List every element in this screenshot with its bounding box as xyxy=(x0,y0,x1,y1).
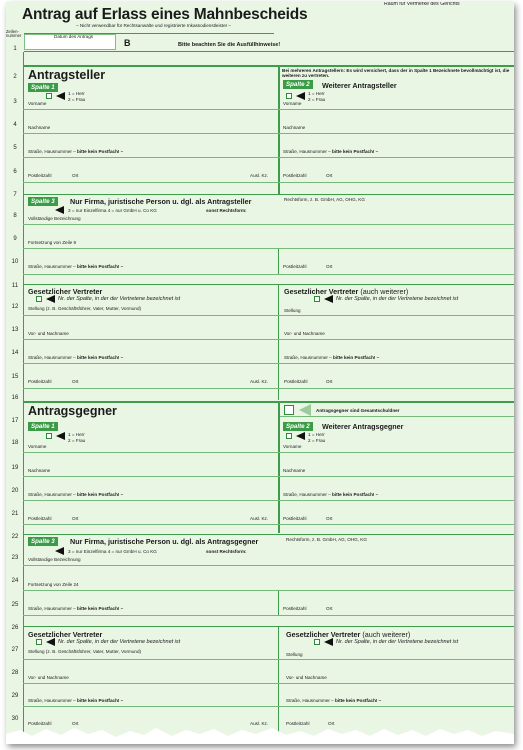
ort-label-6: Ort xyxy=(72,516,79,521)
section-line xyxy=(23,534,514,535)
strasse-label-10 xyxy=(286,699,381,704)
rechtsform-example: Rechtsform, z. B. GmbH, AG, OHG, KG xyxy=(284,197,365,202)
nachname-label: Nachname xyxy=(28,125,51,130)
vollst-label-2: Vollständige Bezeichnung xyxy=(28,557,81,562)
ort-label-9: Ort xyxy=(72,721,79,726)
row-number: 20 xyxy=(11,488,19,494)
row-line xyxy=(23,133,514,134)
vor-nach-label-2: Vor- und Nachname xyxy=(284,331,325,336)
row-number: 6 xyxy=(13,169,17,175)
spalte3-label: Spalte 3 xyxy=(28,197,58,206)
plz-label-8: Postleitzahl xyxy=(283,606,307,611)
row-line xyxy=(23,590,514,591)
herr-frau-label-2: 1 = Herr 2 = Frau xyxy=(308,91,326,102)
plz-label-5: Postleitzahl xyxy=(284,379,308,384)
strasse-text: Straße, Hausnummer – xyxy=(28,492,76,497)
firma-heading: Nur Firma, juristische Person u. dgl. als Antragsteller xyxy=(70,197,252,206)
arrow-left-icon xyxy=(324,638,333,646)
form-title: Antrag auf Erlass eines Mahnbescheids xyxy=(22,6,308,23)
row-number: 13 xyxy=(11,327,19,333)
ausl-label-4: Ausl. Kz. xyxy=(250,721,269,726)
anrede-checkbox-2[interactable] xyxy=(286,93,292,99)
ort-label-2: Ort xyxy=(326,173,333,178)
stellung-label: Stellung (z. B. Geschäftsführer, Vater, Mutter, Vormund) xyxy=(28,306,142,311)
plz-label-2: Postleitzahl xyxy=(283,173,307,178)
row-number: 2 xyxy=(13,74,17,80)
plz-label-6: Postleitzahl xyxy=(28,516,52,521)
spalte1-label: Spalte 1 xyxy=(28,83,58,92)
header-line-bottom xyxy=(24,51,514,52)
strasse-text: Straße, Hausnummer – xyxy=(28,606,76,611)
row-number: 10 xyxy=(11,259,19,265)
anrede-checkbox-3[interactable] xyxy=(46,433,52,439)
box-b-label: B xyxy=(124,38,131,48)
section-line xyxy=(23,65,514,67)
rownum-divider xyxy=(23,52,24,744)
column-divider xyxy=(278,285,279,400)
date-label: Datum des Antrags xyxy=(54,34,94,39)
row-line xyxy=(23,500,514,501)
ort-label-10: Ort xyxy=(328,721,335,726)
nr-spalte-text-3: Nr. der Spalte, in der der Vertretene bezeichnet ist xyxy=(58,639,181,645)
rechtsform-label-2: sonst Rechtsform: xyxy=(206,549,247,554)
header-line xyxy=(24,33,274,34)
column-divider xyxy=(278,67,280,195)
vorname-label: Vorname xyxy=(28,101,47,106)
spalte-nr-checkbox[interactable] xyxy=(36,296,42,302)
applicant-title: Antragsteller xyxy=(28,68,106,82)
kein-postfach-text: bitte kein Postfach! – xyxy=(77,698,124,703)
opponent-title: Antragsgegner xyxy=(28,404,117,418)
nr-spalte-text-4: Nr. der Spalte, in der der Vertretene bezeichnet ist xyxy=(336,639,459,645)
spalte-nr-checkbox-2[interactable] xyxy=(314,296,320,302)
row-number: 19 xyxy=(11,465,19,471)
plz-label-7: Postleitzahl xyxy=(283,516,307,521)
strasse-text: Straße, Hausnummer – xyxy=(28,355,76,360)
arrow-left-icon xyxy=(46,295,55,303)
arrow-left-icon xyxy=(55,547,64,555)
fortsetzung-label: Fortsetzung von Zeile 9 xyxy=(28,240,77,245)
kein-postfach-text: bitte kein Postfach! – xyxy=(77,149,124,154)
row-line xyxy=(23,683,514,684)
gesamtschuldner-label: Antragsgegner sind Gesamtschuldner xyxy=(316,408,400,413)
vollst-label: Vollständige Bezeichnung xyxy=(28,216,81,221)
ges-vertreter-text: Gesetzlicher Vertreter xyxy=(284,287,359,296)
ort-label-4: Ort xyxy=(72,379,79,384)
stellung-label-3: Stellung (z. B. Geschäftsführer, Vater, Mutter, Vormund) xyxy=(28,649,142,654)
strasse-label-9 xyxy=(28,699,123,704)
row-number: 23 xyxy=(11,555,19,561)
row-number: 15 xyxy=(11,374,19,380)
spalte3-label-2: Spalte 3 xyxy=(28,537,58,546)
strasse-label-8 xyxy=(28,607,123,612)
arrow-left-icon xyxy=(55,206,64,214)
row-line xyxy=(23,157,514,158)
anrede-checkbox-4[interactable] xyxy=(286,433,292,439)
herr-frau-label-4: 1 = Herr 2 = Frau xyxy=(308,432,326,443)
firma-options: 3 = nur Einzelfirma 4 = nur GmbH u. Co KG xyxy=(68,208,157,213)
plz-label-4: Postleitzahl xyxy=(28,379,52,384)
row-number: 12 xyxy=(11,304,19,310)
arrow-left-icon xyxy=(324,295,333,303)
kein-postfach-text: bitte kein Postfach! – xyxy=(77,355,124,360)
spalte2-label: Spalte 2 xyxy=(283,80,313,89)
kein-postfach-text: bitte kein Postfach! – xyxy=(332,492,379,497)
vor-nach-label-4: Vor- und Nachname xyxy=(286,675,327,680)
ges-vertreter-heading-4 xyxy=(286,630,410,639)
ges-vertreter-heading-2 xyxy=(284,287,408,296)
column-divider xyxy=(278,591,279,615)
row-line xyxy=(23,615,514,616)
court-note: Raum für Vermerke des Gerichts xyxy=(384,2,460,7)
weiterer-antragsteller: Weiterer Antragsteller xyxy=(322,81,397,90)
strasse-label-3 xyxy=(28,265,123,270)
strasse-label-2 xyxy=(283,150,378,155)
ort-label-5: Ort xyxy=(326,379,333,384)
ausl-label: Ausl. Kz. xyxy=(250,173,269,178)
row-line xyxy=(23,339,514,340)
zeilen-label: Zeilen- nummer xyxy=(6,29,22,39)
row-number: 21 xyxy=(11,511,19,517)
firma-heading-2: Nur Firma, juristische Person u. dgl. als Antragsgegner xyxy=(70,537,259,546)
row-line xyxy=(23,476,514,477)
kein-postfach-text: bitte kein Postfach! – xyxy=(77,492,124,497)
ges-vertreter-heading: Gesetzlicher Vertreter xyxy=(28,287,103,296)
nachname-label-4: Nachname xyxy=(283,468,306,473)
arrow-left-icon xyxy=(56,92,65,100)
form-subtitle: – Nicht verwendbar für Rechtsanwälte und registrierte Inkassodienstleister – xyxy=(76,23,231,28)
kein-postfach-text: bitte kein Postfach! – xyxy=(333,355,380,360)
plz-label: Postleitzahl xyxy=(28,173,52,178)
kein-postfach-text: bitte kein Postfach! – xyxy=(332,149,379,154)
ort-label-7: Ort xyxy=(326,516,333,521)
ort-label-8: Ort xyxy=(326,606,333,611)
spalte-nr-checkbox-4[interactable] xyxy=(314,639,320,645)
strasse-text: Straße, Hausnummer – xyxy=(28,264,76,269)
strasse-text: Straße, Hausnummer – xyxy=(283,492,331,497)
row-number: 3 xyxy=(13,99,17,105)
row-line xyxy=(23,315,514,316)
stellung-label-2: Stellung xyxy=(284,308,301,313)
fortsetzung-label-2: Fortsetzung von Zeile 24 xyxy=(28,582,79,587)
strasse-text: Straße, Hausnummer – xyxy=(283,149,331,154)
row-number: 28 xyxy=(11,670,19,676)
row-line xyxy=(23,248,514,249)
row-number: 16 xyxy=(11,395,19,401)
row-line xyxy=(23,182,514,183)
weiterer-antragsgegner: Weiterer Antragsgegner xyxy=(322,422,404,431)
plz-label-3: Postleitzahl xyxy=(283,264,307,269)
row-line xyxy=(23,706,514,707)
row-line xyxy=(23,274,514,275)
arrow-left-icon xyxy=(296,432,305,440)
row-line xyxy=(23,388,514,389)
row-number: 7 xyxy=(13,192,17,198)
vorname-label-3: Vorname xyxy=(28,444,47,449)
vorname-label-2: Vorname xyxy=(283,101,302,106)
firma-options-2: 3 = nur Einzelfirma 4 = nur GmbH u. Co KG xyxy=(68,549,157,554)
vorname-label-4: Vorname xyxy=(283,444,302,449)
ort-label-3: Ort xyxy=(326,264,333,269)
nachname-label-3: Nachname xyxy=(28,468,51,473)
ges-vertreter-text: Gesetzlicher Vertreter xyxy=(286,630,361,639)
row-number: 18 xyxy=(11,440,19,446)
kein-postfach-text: bitte kein Postfach! – xyxy=(335,698,382,703)
row-line xyxy=(23,659,514,660)
column-divider xyxy=(278,627,279,737)
row-number: 24 xyxy=(11,578,19,584)
arrow-left-outline-icon xyxy=(299,404,311,416)
strasse-text: Straße, Hausnummer – xyxy=(284,355,332,360)
row-number: 26 xyxy=(11,625,19,631)
ausl-label-3: Ausl. Kz. xyxy=(250,516,269,521)
row-number: 8 xyxy=(13,213,17,219)
multi-applicant-note: Bei mehreren Antragstellern: Es wird versichert, dass der in Spalte 1 Bezeichnete bevollmächtigt ist, die weiteren zu vertreten. xyxy=(282,68,510,79)
vor-nach-label-3: Vor- und Nachname xyxy=(28,675,69,680)
spalte1-label-2: Spalte 1 xyxy=(28,422,58,431)
nr-spalte-text-2: Nr. der Spalte, in der der Vertretene bezeichnet ist xyxy=(336,296,459,302)
kein-postfach-text: bitte kein Postfach! – xyxy=(77,606,124,611)
row-number: 4 xyxy=(13,122,17,128)
column-divider xyxy=(278,249,279,275)
strasse-label xyxy=(28,150,123,155)
row-line xyxy=(23,565,514,566)
row-line xyxy=(23,109,514,110)
strasse-label-4 xyxy=(28,356,123,361)
row-number: 27 xyxy=(11,647,19,653)
arrow-left-icon xyxy=(56,432,65,440)
row-number: 29 xyxy=(11,693,19,699)
herr-frau-label-3: 1 = Herr 2 = Frau xyxy=(68,432,86,443)
strasse-label-5 xyxy=(284,356,379,361)
ausl-label-2: Ausl. Kz. xyxy=(250,379,269,384)
stellung-label-4: Stellung xyxy=(286,652,303,657)
row-number: 22 xyxy=(11,534,19,540)
row-line xyxy=(280,416,514,417)
vor-nach-label: Vor- und Nachname xyxy=(28,331,69,336)
plz-label-10: Postleitzahl xyxy=(286,721,310,726)
auch-weiterer-text: (auch weiterer) xyxy=(360,287,409,296)
row-line xyxy=(23,524,514,525)
row-line xyxy=(23,224,514,225)
row-number: 30 xyxy=(11,716,19,722)
rechtsform-example-2: Rechtsform, z. B. GmbH, AG, OHG, KG xyxy=(286,537,367,542)
arrow-left-icon xyxy=(296,92,305,100)
row-number: 5 xyxy=(13,145,17,151)
row-number: 17 xyxy=(11,418,19,424)
kein-postfach-text: bitte kein Postfach! – xyxy=(77,264,124,269)
strasse-label-7 xyxy=(283,493,378,498)
section-line xyxy=(23,401,514,403)
nachname-label-2: Nachname xyxy=(283,125,306,130)
auch-weiterer-text: (auch weiterer) xyxy=(362,630,411,639)
herr-frau-label: 1 = Herr 2 = Frau xyxy=(68,91,86,102)
anrede-checkbox[interactable] xyxy=(46,93,52,99)
row-number: 11 xyxy=(11,283,19,289)
row-line xyxy=(23,363,514,364)
spalte2-label-2: Spalte 2 xyxy=(283,422,313,431)
strasse-text: Straße, Hausnummer – xyxy=(28,149,76,154)
nr-spalte-text: Nr. der Spalte, in der der Vertretene bezeichnet ist xyxy=(58,296,181,302)
arrow-left-icon xyxy=(46,638,55,646)
column-divider xyxy=(278,403,280,533)
row-number: 25 xyxy=(11,602,19,608)
hint-text: Bitte beachten Sie die Ausfüllhinweise! xyxy=(178,42,281,48)
row-number: 9 xyxy=(13,236,17,242)
strasse-label-6 xyxy=(28,493,123,498)
row-line xyxy=(23,452,514,453)
ort-label: Ort xyxy=(72,173,79,178)
row-number: 14 xyxy=(11,350,19,356)
row-number: 1 xyxy=(13,46,17,52)
strasse-text: Straße, Hausnummer – xyxy=(286,698,334,703)
plz-label-9: Postleitzahl xyxy=(28,721,52,726)
section-line xyxy=(23,194,514,195)
rechtsform-label: sonst Rechtsform: xyxy=(206,208,247,213)
strasse-text: Straße, Hausnummer – xyxy=(28,698,76,703)
section-line xyxy=(23,626,514,627)
ges-vertreter-heading-3: Gesetzlicher Vertreter xyxy=(28,630,103,639)
spalte-nr-checkbox-3[interactable] xyxy=(36,639,42,645)
section-line xyxy=(23,284,514,285)
gesamtschuldner-checkbox[interactable] xyxy=(284,405,294,415)
form-sheet xyxy=(6,2,514,744)
